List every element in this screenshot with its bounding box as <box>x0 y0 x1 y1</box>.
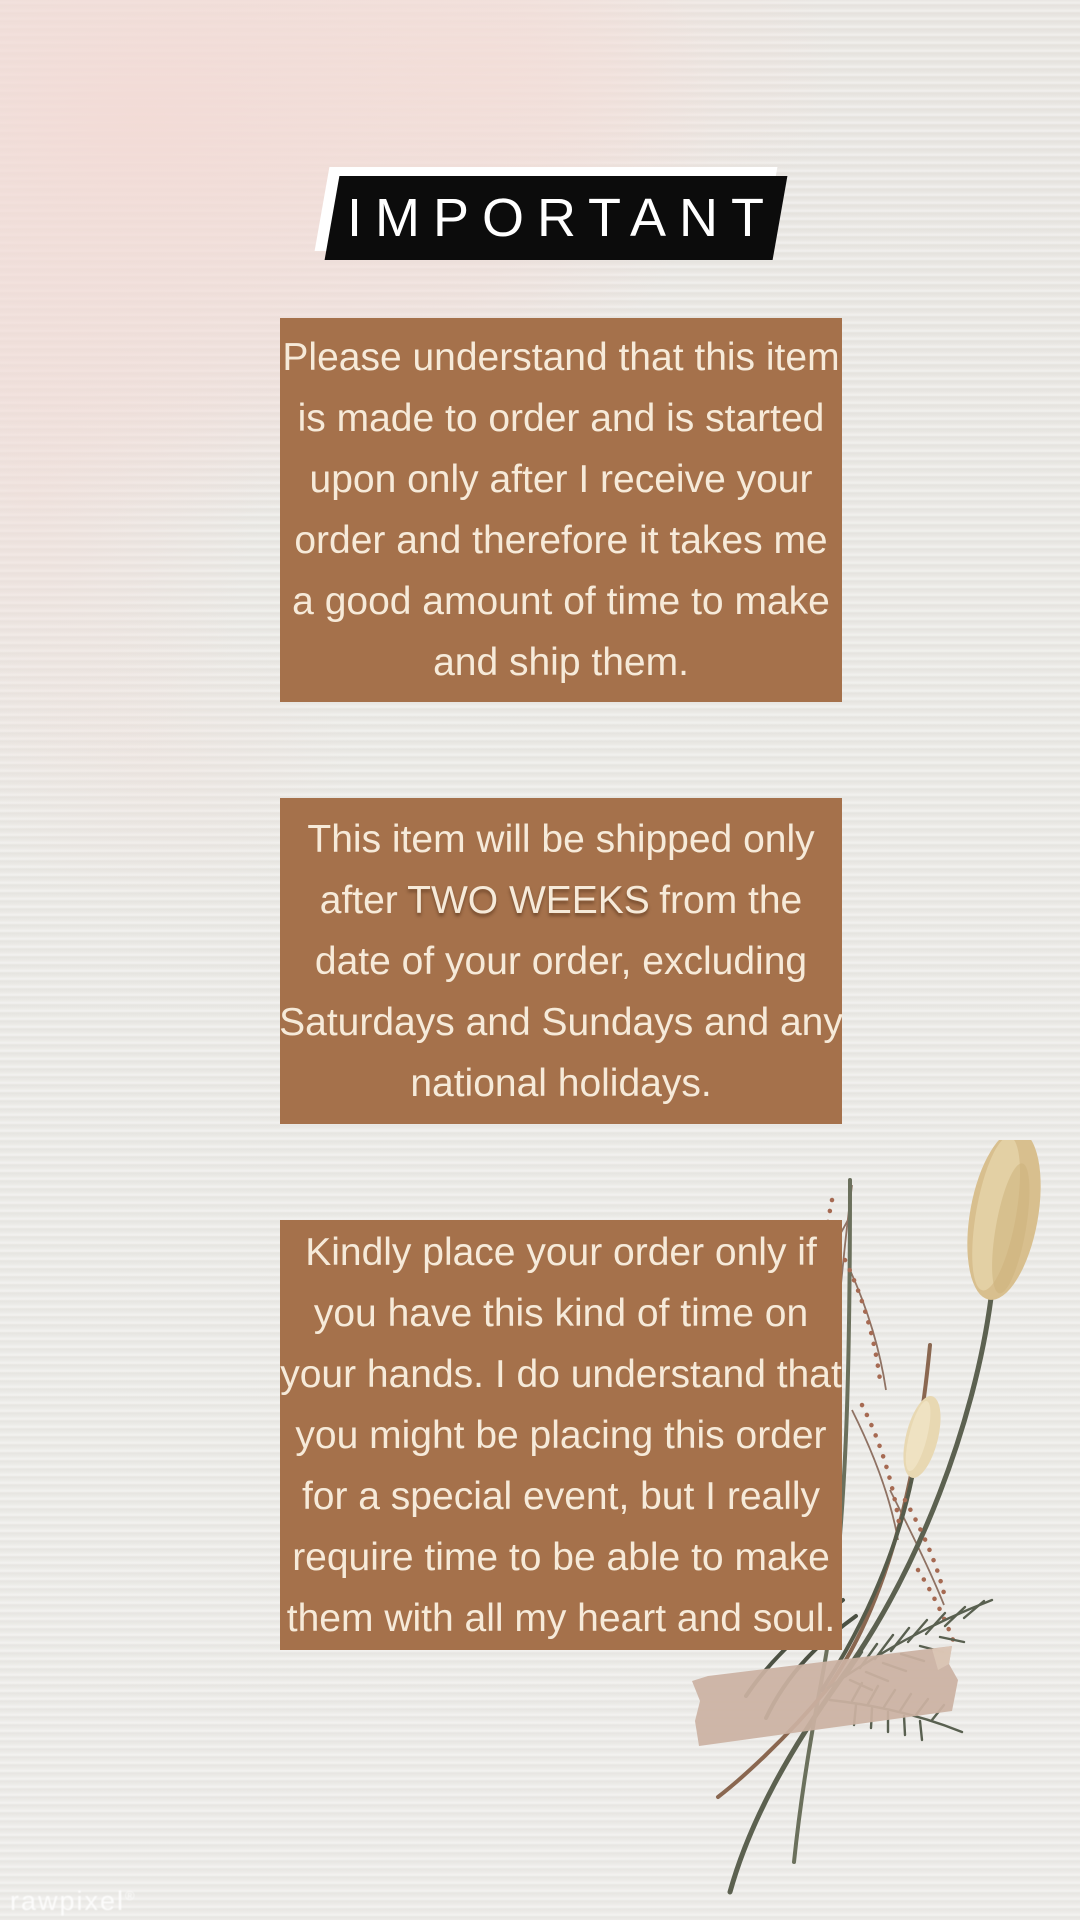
notice-line: require time to be able to make <box>292 1535 830 1579</box>
notice-line: upon only after I receive your <box>309 458 813 501</box>
watermark-brand: rawpixel <box>10 1886 126 1916</box>
notice-line: order and therefore it takes me <box>294 519 828 562</box>
notice-line: you might be placing this order <box>295 1413 827 1457</box>
notice-line: Saturdays and Sundays and any <box>279 1000 843 1044</box>
grass-head-large <box>956 1140 1053 1306</box>
important-banner <box>325 176 788 260</box>
notice-line: Please understand that this item <box>282 336 840 379</box>
notice-line-fragment: from the <box>659 878 803 922</box>
notice-line: Kindly place your order only if <box>305 1230 817 1274</box>
two-weeks-highlight: TWO WEEKS <box>407 878 650 922</box>
notice-line: you have this kind of time on <box>313 1291 809 1335</box>
rawpixel-watermark <box>10 1886 137 1917</box>
notice-line-fragment: after <box>319 878 398 922</box>
notice-line: and ship them. <box>433 641 689 684</box>
notice-line: is made to order and is started <box>297 397 825 440</box>
notice-line: your hands. I do understand that <box>280 1352 842 1396</box>
notice-line <box>279 870 843 931</box>
notice-line: them with all my heart and soul. <box>286 1596 836 1640</box>
notice-text <box>279 809 843 1114</box>
notice-box-made-to-order <box>280 318 842 702</box>
watermark-mark: ® <box>125 1888 137 1903</box>
notice-box-order-advice <box>280 1220 842 1650</box>
notice-line: a good amount of time to make <box>292 580 830 623</box>
notice-line: for a special event, but I really <box>301 1474 821 1518</box>
grass-head-small <box>896 1392 947 1481</box>
notice-text <box>280 1222 842 1649</box>
notice-line: date of your order, excluding <box>314 939 808 983</box>
notice-line: national holidays. <box>410 1061 712 1105</box>
notice-box-shipping-time <box>280 798 842 1124</box>
notice-text <box>282 327 839 693</box>
notice-line: This item will be shipped only <box>307 817 815 861</box>
banner-title: IMPORTANT <box>347 188 778 248</box>
